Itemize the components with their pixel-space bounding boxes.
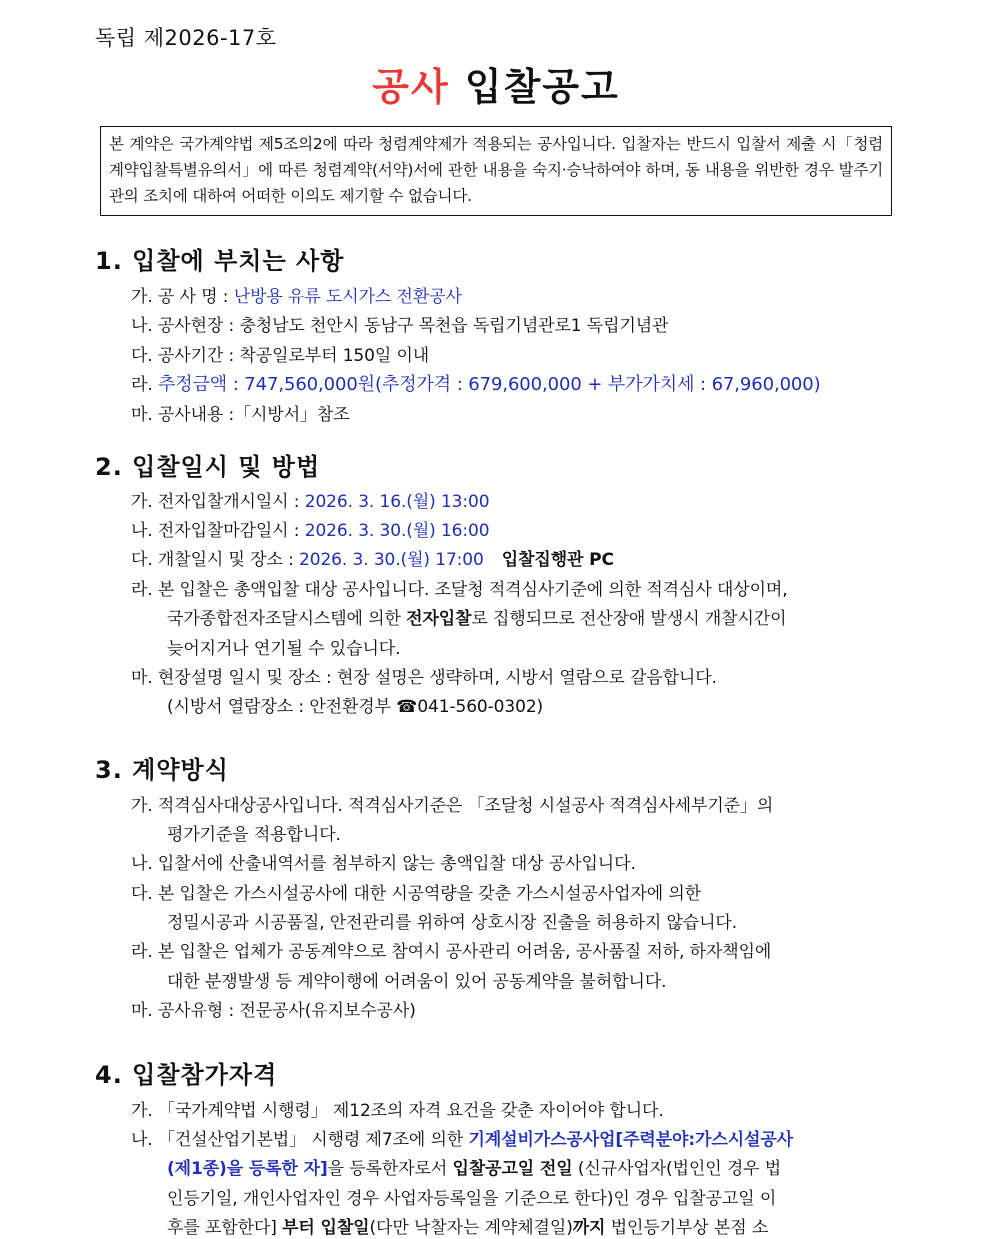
s2-bid-open-datetime: 2026. 3. 16.(월) 13:00 xyxy=(304,492,490,512)
s4-item-b-line4-pre: 후를 포함한다] xyxy=(167,1218,283,1238)
s3-item-a-line1: 가. 적격심사대상공사입니다. 적격심사기준은 「조달청 시설공사 적격심사세부기준」의 xyxy=(131,796,774,816)
s1-estimated-amount: 추정금액 : 747,560,000원(추정가격 : 679,600,000 + 부가가치세 : 67,960,000) xyxy=(157,374,821,395)
s4-item-b-line4 xyxy=(167,1213,768,1238)
s2-electronic-bid: 전자입찰 xyxy=(406,609,472,629)
s1-item-b: 나. 공사현장 : 충청남도 천안시 동남구 목천읍 독립기념관로1 독립기념관 xyxy=(131,316,669,336)
s1-item-a-label: 가. 공 사 명 : xyxy=(131,287,234,307)
title-red-part: 공사 xyxy=(372,65,450,109)
s3-item-d-line2: 대한 분쟁발생 등 계약이행에 어려움이 있어 공동계약을 불허합니다. xyxy=(167,972,667,992)
s2-item-d-line3: 늦어지거나 연기될 수 있습니다. xyxy=(167,639,401,659)
s3-item-a-line2: 평가기준을 적용합니다. xyxy=(167,825,341,845)
s2-item-d-line2-pre: 국가종합전자조달시스템에 의한 xyxy=(167,609,407,629)
s4-until: 까지 xyxy=(572,1218,606,1238)
s4-license-requirement-cont: (제1종)을 등록한 자] xyxy=(167,1159,328,1179)
s4-item-b-line2 xyxy=(167,1154,781,1179)
s3-item-c-line2: 정밀시공과 시공품질, 안전관리를 위하여 상호시장 진출을 허용하지 않습니다. xyxy=(167,913,738,933)
section-1-heading: 1. 입찰에 부치는 사항 xyxy=(95,247,345,275)
s2-item-c xyxy=(131,545,614,570)
s2-opening-datetime: 2026. 3. 30.(월) 17:00 xyxy=(299,550,484,570)
document-number: 독립 제2026-17호 xyxy=(95,26,277,50)
s2-item-d-line1: 라. 본 입찰은 총액입찰 대상 공사입니다. 조달청 적격심사기준에 의한 적격심사 대상이며, xyxy=(131,580,788,600)
s4-item-b-line2-pre: 을 등록한자로서 xyxy=(327,1159,453,1179)
s4-item-b-line3: 인등기일, 개인사업자인 경우 사업자등록일을 기준으로 한다)인 경우 입찰공고일 이 xyxy=(167,1189,777,1209)
s2-bid-close-datetime: 2026. 3. 30.(월) 16:00 xyxy=(304,521,490,541)
s1-item-a xyxy=(131,282,462,307)
s1-item-d-label: 라. xyxy=(131,375,158,395)
s3-item-c-line1: 다. 본 입찰은 가스시설공사에 대한 시공역량을 갖춘 가스시설공사업자에 의한 xyxy=(131,884,702,904)
s3-item-e: 마. 공사유형 : 전문공사(유지보수공사) xyxy=(131,1001,416,1021)
s2-item-a-label: 가. 전자입찰개시일시 : xyxy=(131,492,305,512)
integrity-notice-box: 본 계약은 국가계약법 제5조의2에 따라 청렴계약제가 적용되는 공사입니다. 입찰자는 반드시 입찰서 제출 시「청렴계약입찰특별유의서」에 따른 청렴계약(서약)서에 관한 내용을 숙지·승낙하여야 하며, 동 내용을 위반한 경우 발주기관의 조치에 대하여 어떠한 이의도 제기할 수 없습니다. xyxy=(100,126,892,216)
s2-item-b-label: 나. 전자입찰마감일시 : xyxy=(131,521,305,541)
s4-item-b-line1-pre: 나. 「건설산업기본법」 시행령 제7조에 의한 xyxy=(131,1130,469,1150)
s4-item-b-line4-mid: (다만 낙찰자는 계약체결일) xyxy=(369,1218,573,1238)
s4-item-b-line4-post: 법인등기부상 본점 소 xyxy=(605,1218,769,1238)
s1-item-c: 다. 공사기간 : 착공일로부터 150일 이내 xyxy=(131,346,430,366)
section-4-heading: 4. 입찰참가자격 xyxy=(95,1061,278,1089)
s2-item-d-line2-post: 로 집행되므로 전산장애 발생시 개찰시간이 xyxy=(471,609,787,629)
section-2-heading: 2. 입찰일시 및 방법 xyxy=(95,453,321,481)
section-3-heading: 3. 계약방식 xyxy=(95,756,229,784)
s2-item-a xyxy=(131,487,489,512)
s4-license-requirement: 기계설비가스공사업[주력분야:가스시설공사 xyxy=(468,1130,793,1150)
s2-opening-place: 입찰집행관 PC xyxy=(501,550,614,570)
s1-project-name: 난방용 유류 도시가스 전환공사 xyxy=(233,287,462,307)
s4-announcement-date: 입찰공고일 전일 xyxy=(452,1159,573,1179)
s1-item-e: 마. 공사내용 :「시방서」참조 xyxy=(131,405,350,425)
s2-item-e-line2: (시방서 열람장소 : 안전환경부 ☎041-560-0302) xyxy=(167,697,544,717)
s4-bid-date: 부터 입찰일 xyxy=(282,1218,370,1238)
s3-item-d-line1: 라. 본 입찰은 업체가 공동계약으로 참여시 공사관리 어려움, 공사품질 저하, 하자책임에 xyxy=(131,942,772,962)
s2-item-c-label: 다. 개찰일시 및 장소 : xyxy=(131,550,300,570)
s4-item-a: 가. 「국가계약법 시행령」 제12조의 자격 요건을 갖춘 자이어야 합니다. xyxy=(131,1101,664,1121)
s4-item-b-line1 xyxy=(131,1125,793,1150)
title-black-part: 입찰공고 xyxy=(464,65,620,109)
page-title xyxy=(0,56,992,111)
s2-item-e-line1: 마. 현장설명 일시 및 장소 : 현장 설명은 생략하며, 시방서 열람으로 갈음합니다. xyxy=(131,668,717,688)
s3-item-b: 나. 입찰서에 산출내역서를 첨부하지 않는 총액입찰 대상 공사입니다. xyxy=(131,854,636,874)
s1-item-d xyxy=(131,370,821,396)
s2-item-b xyxy=(131,516,489,541)
s4-item-b-line2-post: (신규사업자(법인인 경우 법 xyxy=(572,1159,782,1179)
s2-item-d-line2 xyxy=(167,604,786,629)
